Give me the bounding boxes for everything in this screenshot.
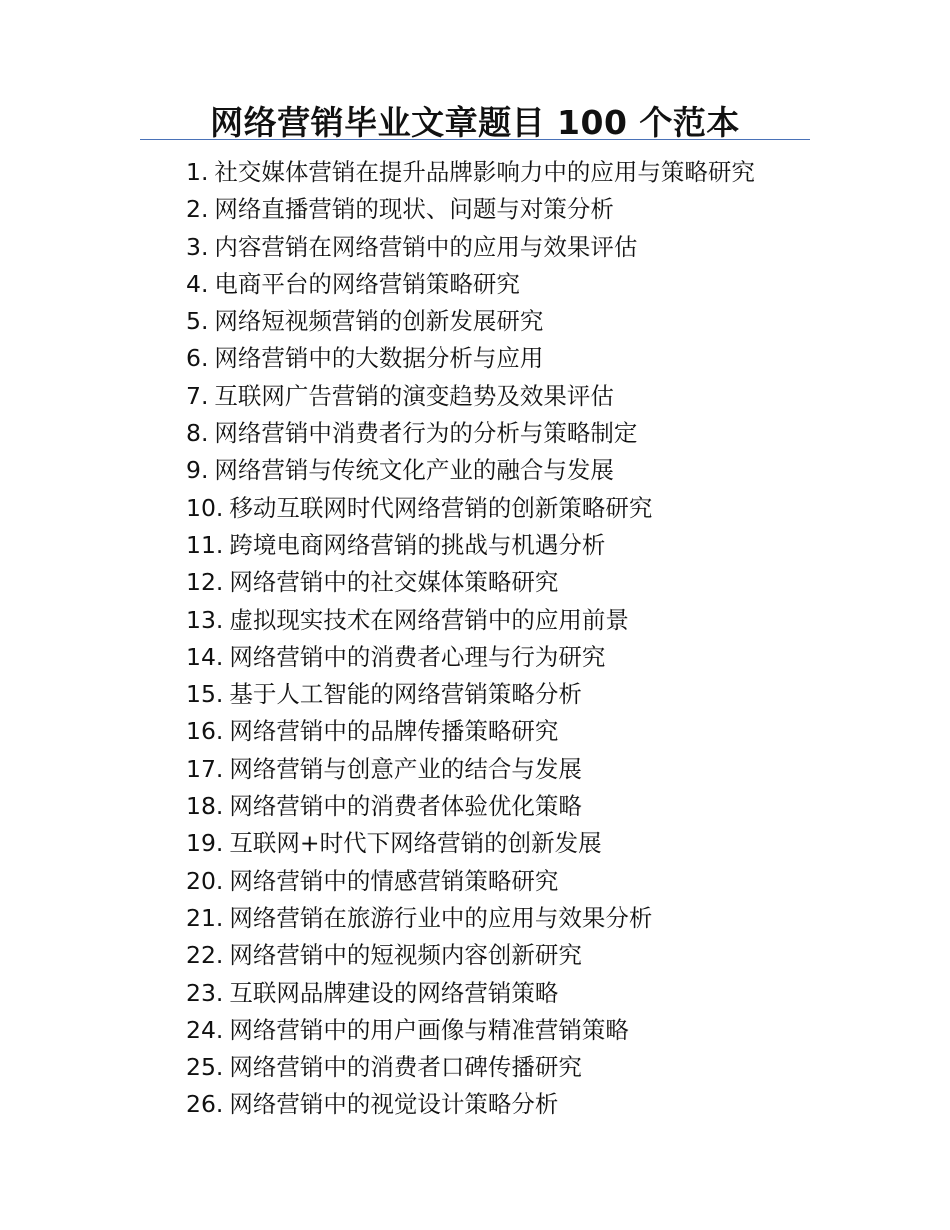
list-item (186, 900, 755, 937)
list-item-number: 15. (186, 680, 224, 709)
list-item-number: 21. (186, 903, 224, 932)
list-item-text: 内容营销在网络营销中的应用与效果评估 (214, 232, 638, 261)
list-item-text: 虚拟现实技术在网络营销中的应用前景 (229, 605, 629, 634)
list-item-number: 19. (186, 829, 224, 858)
list-item-number: 20. (186, 866, 224, 895)
list-item-number: 11. (186, 530, 224, 559)
list-item (186, 751, 755, 788)
list-item (186, 1049, 755, 1086)
list-item-number: 4. (186, 269, 209, 298)
list-item (186, 527, 755, 564)
list-item-number: 14. (186, 642, 224, 671)
list-item (186, 490, 755, 527)
list-item (186, 1086, 755, 1123)
list-item (186, 415, 755, 452)
list-item (186, 1012, 755, 1049)
list-item-text: 网络营销中消费者行为的分析与策略制定 (214, 419, 638, 448)
list-item-text: 基于人工智能的网络营销策略分析 (229, 680, 582, 709)
list-item-text: 网络营销与创意产业的结合与发展 (229, 754, 582, 783)
list-item-number: 24. (186, 1015, 224, 1044)
title-underline (140, 139, 810, 140)
list-item-text: 网络直播营销的现状、问题与对策分析 (214, 195, 614, 224)
list-item (186, 825, 755, 862)
list-item-text: 网络营销在旅游行业中的应用与效果分析 (229, 903, 653, 932)
list-item-number: 25. (186, 1053, 224, 1082)
list-item-text: 网络营销中的社交媒体策略研究 (229, 568, 559, 597)
list-item-text: 网络营销与传统文化产业的融合与发展 (214, 456, 614, 485)
list-item-number: 8. (186, 419, 209, 448)
list-item-text: 网络营销中的大数据分析与应用 (214, 344, 544, 373)
list-item-text: 互联网品牌建设的网络营销策略 (229, 978, 559, 1007)
list-item-number: 26. (186, 1090, 224, 1119)
list-item (186, 191, 755, 228)
list-item (186, 564, 755, 601)
list-item-text: 网络营销中的视觉设计策略分析 (229, 1090, 559, 1119)
list-item-number: 6. (186, 344, 209, 373)
list-item-number: 18. (186, 792, 224, 821)
list-item-text: 网络营销中的用户画像与精准营销策略 (229, 1015, 629, 1044)
list-item-text: 网络营销中的消费者体验优化策略 (229, 792, 582, 821)
list-item-number: 16. (186, 717, 224, 746)
list-item-number: 13. (186, 605, 224, 634)
list-item-number: 9. (186, 456, 209, 485)
list-item-text: 网络营销中的短视频内容创新研究 (229, 941, 582, 970)
list-item (186, 937, 755, 974)
list-item-number: 10. (186, 493, 224, 522)
topic-list (186, 154, 755, 1124)
list-item (186, 713, 755, 750)
list-item-text: 网络营销中的消费者口碑传播研究 (229, 1053, 582, 1082)
list-item-text: 网络营销中的情感营销策略研究 (229, 866, 559, 895)
list-item-text: 社交媒体营销在提升品牌影响力中的应用与策略研究 (214, 158, 755, 186)
list-item-number: 17. (186, 754, 224, 783)
list-item-text: 跨境电商网络营销的挑战与机遇分析 (229, 530, 606, 559)
list-item-number: 2. (186, 195, 209, 224)
list-item (186, 676, 755, 713)
list-item (186, 863, 755, 900)
list-item (186, 788, 755, 825)
list-item (186, 639, 755, 676)
list-item-number: 22. (186, 941, 224, 970)
list-item (186, 602, 755, 639)
list-item (186, 266, 755, 303)
page-title: 网络营销毕业文章题目 100 个范本 (210, 103, 740, 142)
list-item (186, 340, 755, 377)
list-item (186, 229, 755, 266)
list-item (186, 378, 755, 415)
list-item (186, 303, 755, 340)
list-item (186, 975, 755, 1012)
list-item-number: 5. (186, 307, 209, 336)
list-item (186, 452, 755, 489)
list-item (186, 154, 755, 191)
list-item-text: 电商平台的网络营销策略研究 (214, 269, 520, 298)
list-item-text: 网络营销中的品牌传播策略研究 (229, 717, 559, 746)
list-item-number: 3. (186, 232, 209, 261)
list-item-text: 网络营销中的消费者心理与行为研究 (229, 642, 606, 671)
list-item-number: 7. (186, 381, 209, 410)
list-item-text: 网络短视频营销的创新发展研究 (214, 307, 544, 336)
list-item-text: 互联网+时代下网络营销的创新发展 (229, 829, 602, 858)
list-item-text: 移动互联网时代网络营销的创新策略研究 (229, 493, 653, 522)
list-item-number: 1. (186, 158, 209, 186)
list-item-number: 23. (186, 978, 224, 1007)
list-item-text: 互联网广告营销的演变趋势及效果评估 (214, 381, 614, 410)
list-item-number: 12. (186, 568, 224, 597)
